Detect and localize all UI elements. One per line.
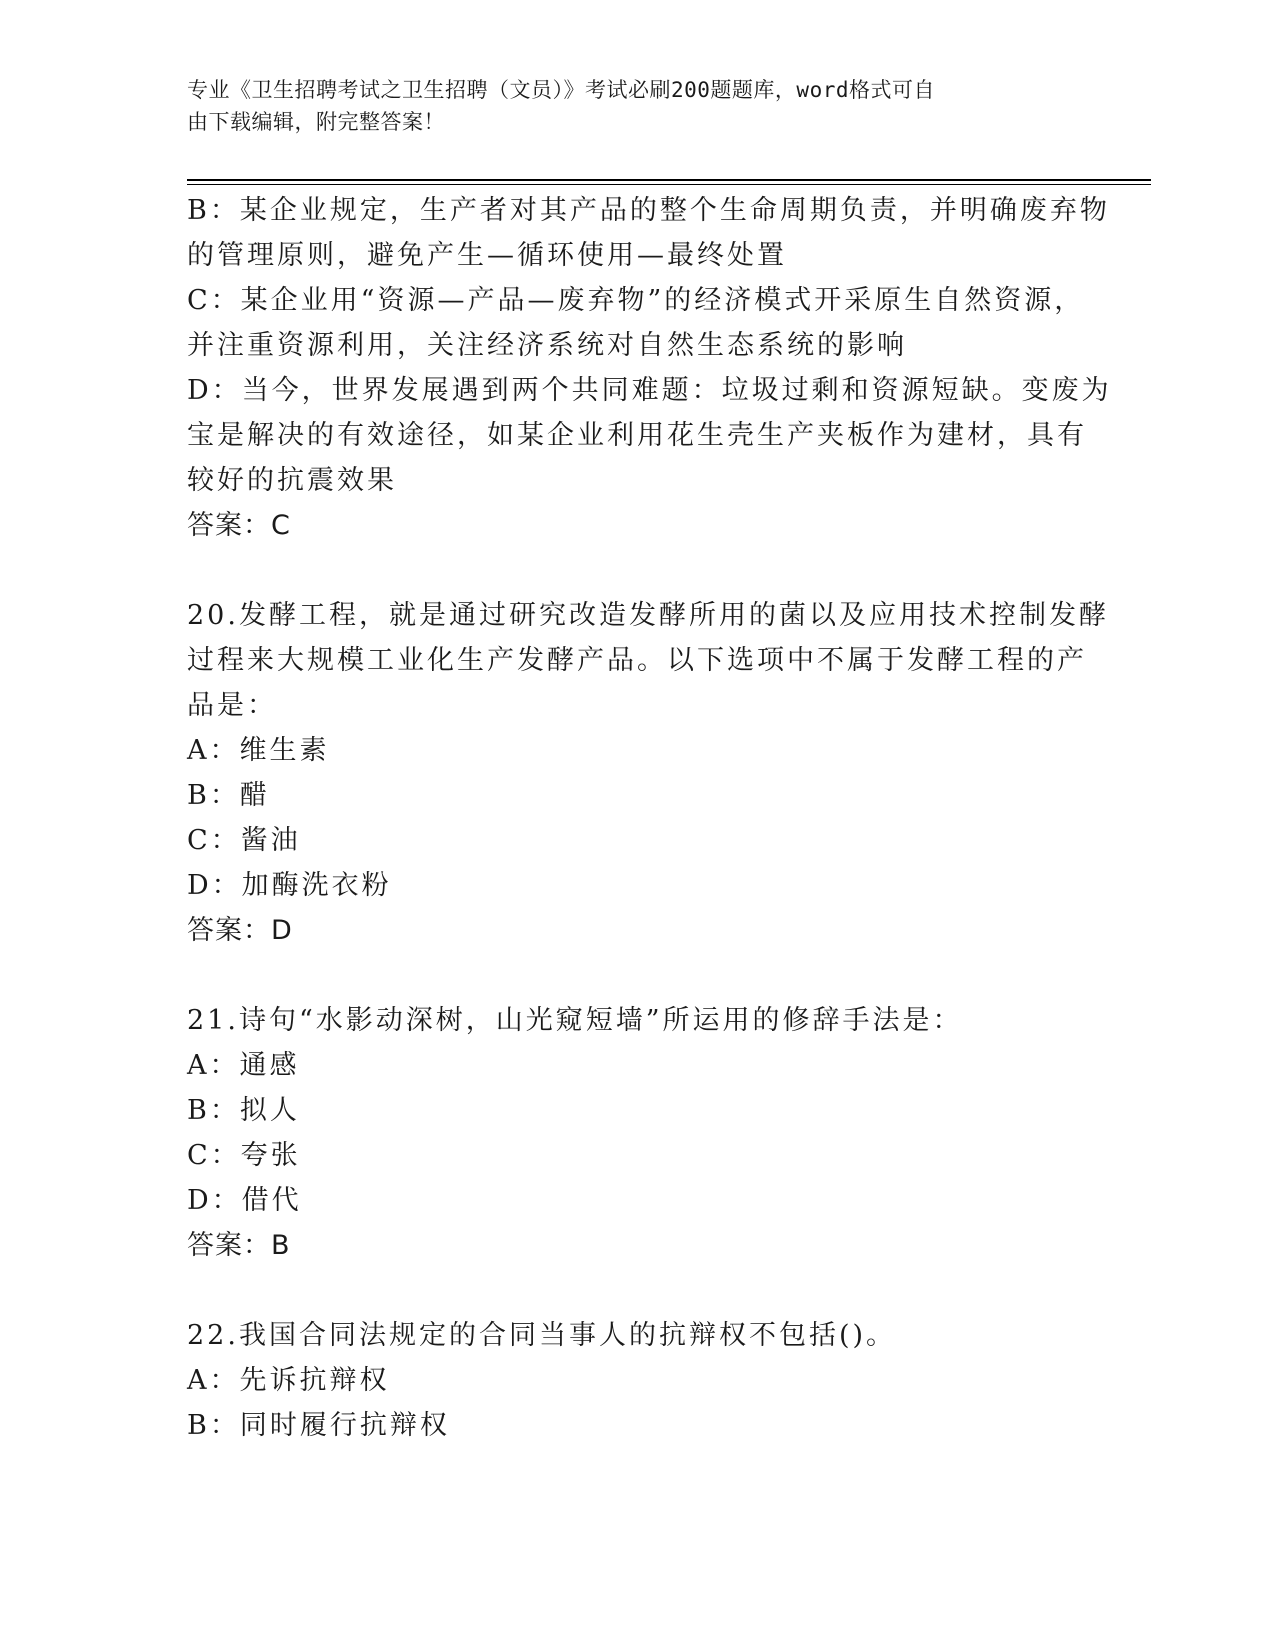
q22-option-a: A：先诉抗辩权 (187, 1365, 390, 1396)
q19-answer: 答案：C (187, 510, 291, 541)
q20-stem-line-2: 过程来大规模工业化生产发酵产品。以下选项中不属于发酵工程的产 (187, 645, 1087, 676)
q22-option-b: B：同时履行抗辩权 (187, 1410, 450, 1441)
q20-stem-line-3: 品是： (187, 690, 277, 721)
q20-option-c: C：酱油 (187, 825, 301, 856)
q21-option-a: A：通感 (187, 1050, 300, 1081)
q21-option-c: C：夸张 (187, 1140, 301, 1171)
q22-stem: 22.我国合同法规定的合同当事人的抗辩权不包括()。 (187, 1320, 897, 1351)
q19-option-b-line-1: B：某企业规定，生产者对其产品的整个生命周期负责，并明确废弃物 (187, 195, 1110, 226)
q21-stem: 21.诗句“水影动深树，山光窥短墙”所运用的修辞手法是： (187, 1005, 963, 1036)
q19-option-b-line-2: 的管理原则，避免产生—循环使用—最终处置 (187, 240, 787, 271)
q20-option-a: A：维生素 (187, 735, 330, 766)
question-21 (187, 998, 1077, 1268)
q19-option-c-line-1: C：某企业用“资源—产品—废弃物”的经济模式开采原生自然资源， (187, 285, 1085, 316)
header-divider-thick (187, 179, 1151, 181)
q21-answer: 答案：B (187, 1230, 291, 1261)
document-body (187, 188, 1112, 1448)
header-divider-thin (187, 184, 1151, 185)
q19-option-d-line-2: 宝是解决的有效途径，如某企业利用花生壳生产夹板作为建材，具有 (187, 420, 1087, 451)
question-spacer (187, 1268, 1077, 1313)
q21-option-b: B：拟人 (187, 1095, 300, 1126)
q19-option-d-line-3: 较好的抗震效果 (187, 465, 397, 496)
q21-option-d: D：借代 (187, 1185, 302, 1216)
q20-option-b: B：醋 (187, 780, 270, 811)
document-header (187, 74, 1067, 138)
question-22 (187, 1313, 1077, 1448)
header-title-line-1: 专业《卫生招聘考试之卫生招聘（文员）》考试必刷200题题库，word格式可自 (187, 78, 935, 102)
q19-option-c-line-2: 并注重资源利用，关注经济系统对自然生态系统的影响 (187, 330, 907, 361)
header-title-line-2: 由下载编辑，附完整答案！ (187, 110, 445, 134)
question-spacer (187, 548, 1077, 593)
question-19-continued (187, 188, 1112, 548)
q20-stem-line-1: 20.发酵工程，就是通过研究改造发酵所用的菌以及应用技术控制发酵 (187, 600, 1109, 631)
q19-option-d-line-1: D：当今，世界发展遇到两个共同难题：垃圾过剩和资源短缺。变废为 (187, 375, 1112, 406)
q20-answer: 答案：D (187, 915, 293, 946)
question-20 (187, 593, 1109, 953)
question-spacer (187, 953, 1077, 998)
q20-option-d: D：加酶洗衣粉 (187, 870, 392, 901)
